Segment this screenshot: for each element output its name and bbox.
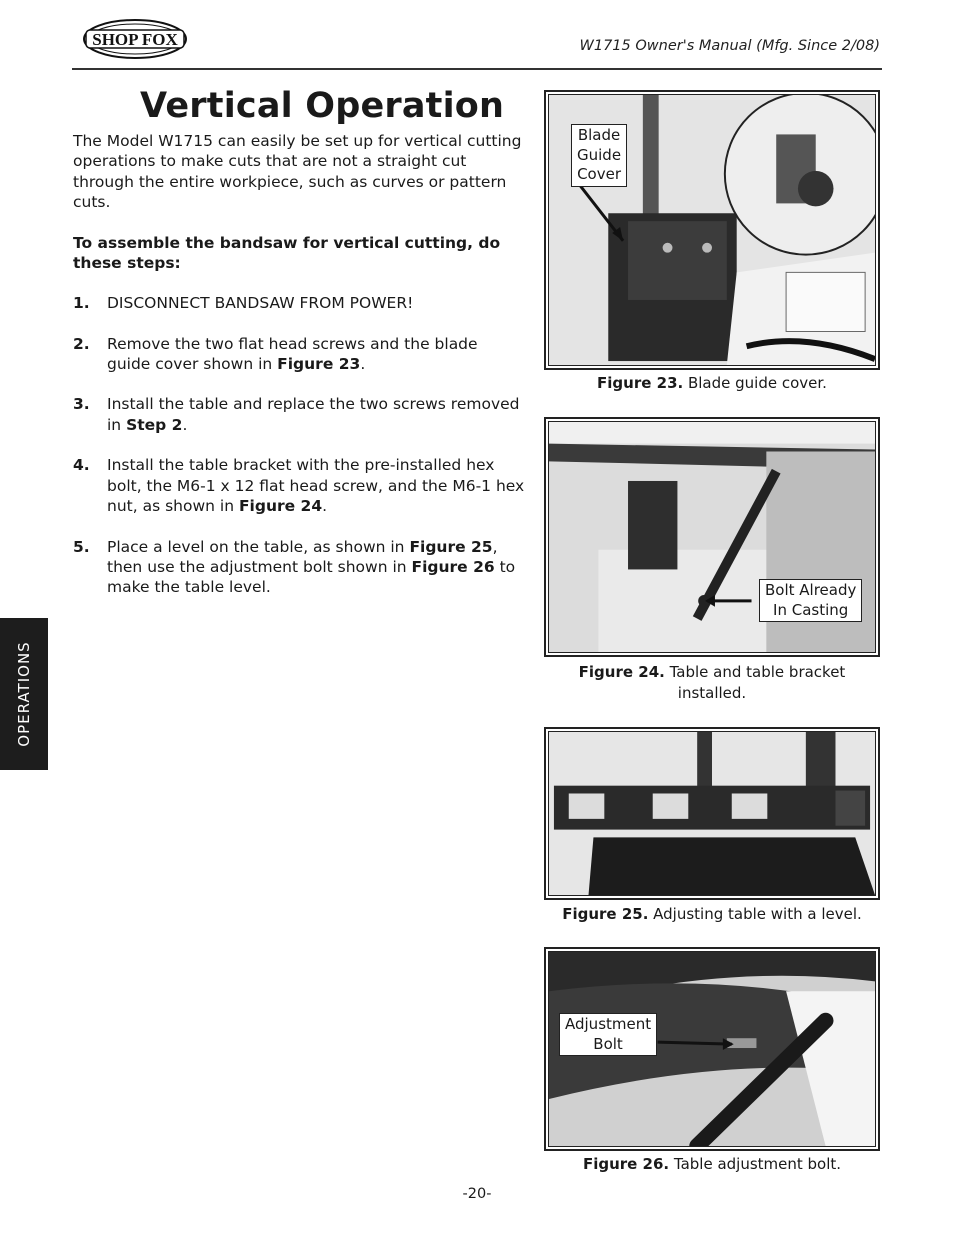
step-text: Place a level on the table, as shown in Figure 25, then use the adjustment bolt shown in Figure 26 to make the table level. xyxy=(107,537,516,597)
step-number: 4. xyxy=(73,456,90,475)
figure-23-photo xyxy=(544,90,880,370)
logo-text: SHOP FOX xyxy=(92,30,178,49)
figure-25-caption: Figure 25. Adjusting table with a level. xyxy=(562,905,862,923)
callout-bolt-already-in-casting: Bolt Already In Casting xyxy=(759,579,862,622)
step-text: Remove the two flat head screws and the blade guide cover shown in Figure 23. xyxy=(107,334,478,373)
step-text: DISCONNECT BANDSAW FROM POWER! xyxy=(107,294,414,312)
shop-fox-logo xyxy=(82,18,188,60)
figure-26-photo xyxy=(544,947,880,1151)
manual-title: W1715 Owner's Manual (Mfg. Since 2/08) xyxy=(579,38,880,54)
step-item xyxy=(73,394,525,435)
figure-24-photo xyxy=(544,417,880,657)
step-item xyxy=(73,334,525,375)
step-text: Install the table and replace the two screws removed in Step 2. xyxy=(107,395,520,434)
figure-26-caption: Figure 26. Table adjustment bolt. xyxy=(582,1155,842,1173)
callout-adjustment-bolt: Adjustment Bolt xyxy=(559,1013,657,1056)
intro-paragraph: The Model W1715 can easily be set up for vertical cutting operations to make cuts that are not a straight cut through the entire workpiece, such as curves or pattern cuts. xyxy=(73,132,522,211)
step-number: 3. xyxy=(73,395,90,414)
section-tab-label: OPERATIONS xyxy=(15,641,33,747)
step-item xyxy=(73,455,525,516)
step-item xyxy=(73,537,525,598)
step-number: 2. xyxy=(73,334,90,353)
step-number: 1. xyxy=(73,294,90,312)
section-tab-operations xyxy=(0,618,48,770)
level-on-table-image xyxy=(549,732,875,895)
page-number: -20- xyxy=(462,1186,492,1202)
step-number: 5. xyxy=(73,537,90,556)
step-item xyxy=(73,293,525,313)
page-title: Vertical Operation xyxy=(140,86,505,126)
figure-25-photo xyxy=(544,727,880,900)
lead-paragraph: To assemble the bandsaw for vertical cutting, do these steps: xyxy=(73,234,501,273)
callout-blade-guide-cover: Blade Guide Cover xyxy=(571,124,627,187)
figure-23-caption: Figure 23. Blade guide cover. xyxy=(597,374,827,392)
figure-24-caption: Figure 24. Table and table bracket installed. xyxy=(578,663,846,702)
header-rule xyxy=(72,68,882,70)
step-text: Install the table bracket with the pre-installed hex bolt, the M6-1 x 12 flat head screw, and the M6-1 hex nut, as shown in Figure 24. xyxy=(107,456,525,515)
step-list xyxy=(73,293,525,618)
